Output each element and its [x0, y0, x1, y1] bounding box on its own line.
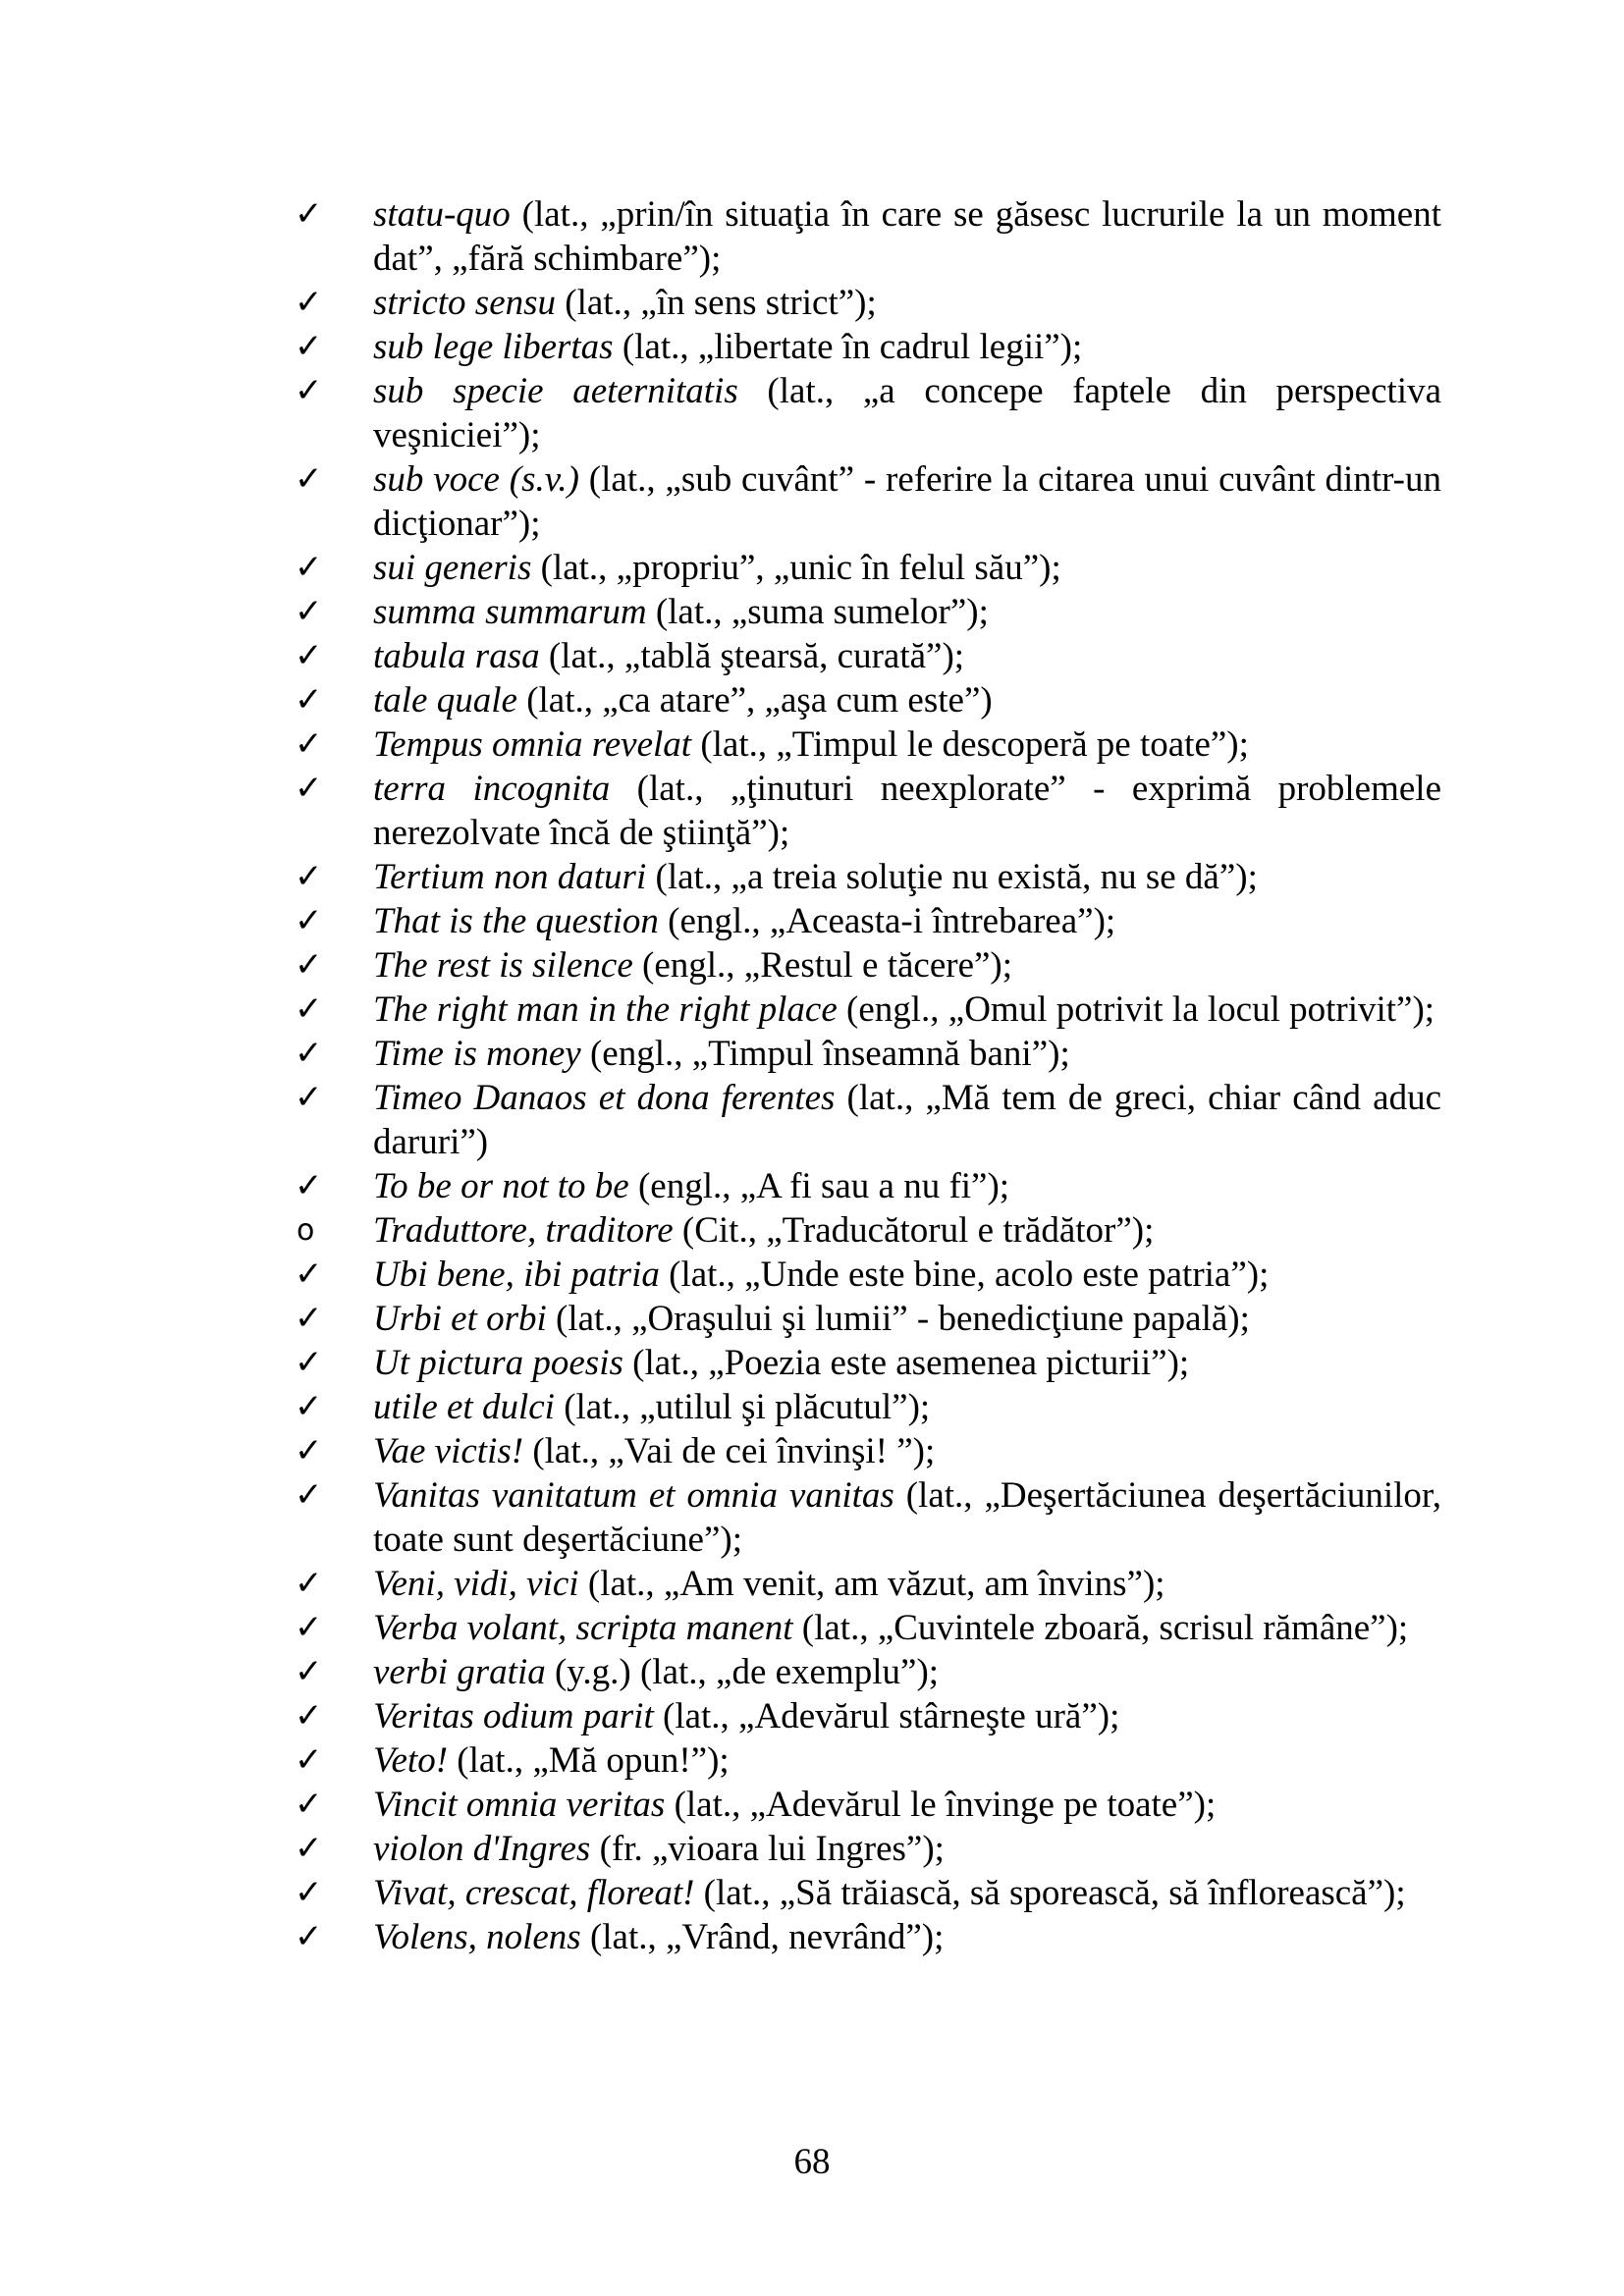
expression-translation: (engl., „Restul e tăcere”); — [632, 945, 1013, 986]
list-item — [295, 1208, 1441, 1253]
list-item — [295, 546, 1441, 590]
list-item — [295, 943, 1441, 988]
expression-translation: (lat., „Adevărul le învinge pe toate”); — [665, 1785, 1217, 1825]
checkmark-icon: ✓ — [295, 857, 323, 896]
checkmark-icon: ✓ — [295, 1343, 323, 1382]
page-number: 68 — [793, 2142, 831, 2182]
circle-bullet-icon: o — [297, 1213, 315, 1248]
checkmark-icon: ✓ — [295, 1166, 323, 1205]
list-item — [295, 192, 1441, 281]
expression-translation: (lat., „Poezia este asemenea picturii”); — [623, 1343, 1190, 1383]
list-item — [295, 1694, 1441, 1738]
list-item — [295, 281, 1441, 325]
expression-translation: (lat., „Oraşului şi lumii” - benedicţiune papală); — [546, 1299, 1250, 1339]
expression-translation: (lat., „sub cuvânt” - referire la citarea unui cuvânt dintr-un dicţionar”); — [373, 459, 1441, 544]
list-item — [295, 369, 1441, 457]
list-item — [295, 899, 1441, 943]
expression-term: summa summarum — [373, 592, 647, 632]
checkmark-icon: ✓ — [295, 901, 323, 940]
expression-translation: (engl., „Omul potrivit la locul potrivit”); — [837, 989, 1435, 1030]
checkmark-icon: ✓ — [295, 1696, 323, 1735]
expression-translation: (lat., „Mă opun!”); — [448, 1740, 730, 1781]
list-item — [295, 325, 1441, 369]
expression-term: Vivat, crescat, floreat! — [373, 1873, 695, 1913]
checkmark-icon: ✓ — [295, 945, 323, 985]
expression-term: Urbi et orbi — [373, 1299, 547, 1339]
checkmark-icon: ✓ — [295, 724, 323, 764]
expression-translation: (lat., „libertate în cadrul legii”); — [613, 327, 1083, 367]
checkmark-icon: ✓ — [295, 1917, 323, 1956]
list-item — [295, 1738, 1441, 1783]
expression-term: stricto sensu — [373, 283, 557, 323]
expression-translation: (engl., „A fi sau a nu fi”); — [628, 1166, 1010, 1206]
expression-translation: (Cit., „Traducătorul e trădător”); — [673, 1210, 1155, 1251]
checkmark-icon: ✓ — [295, 1564, 323, 1603]
expression-term: The right man in the right place — [373, 989, 838, 1030]
expression-translation: (lat., „Am venit, am văzut, am învins”); — [578, 1564, 1165, 1604]
expression-translation: (lat., „suma sumelor”); — [646, 592, 989, 632]
checkmark-icon: ✓ — [295, 1652, 323, 1691]
expression-translation: (lat., „a concepe faptele din perspectiva veşniciei”); — [373, 371, 1441, 455]
list-item — [295, 1650, 1441, 1694]
list-item — [295, 722, 1441, 767]
expression-translation: (lat., „în sens strict”); — [556, 283, 877, 323]
expression-translation: (engl., „Timpul înseamnă bani”); — [580, 1034, 1070, 1074]
expression-translation: (lat., „propriu”, „unic în felul său”); — [531, 548, 1061, 588]
checkmark-icon: ✓ — [295, 459, 323, 499]
expression-translation: (lat., „a treia soluţie nu există, nu se dă”); — [646, 857, 1258, 897]
list-item — [295, 1032, 1441, 1076]
checkmark-icon: ✓ — [295, 1829, 323, 1868]
expression-translation: (lat., „Să trăiască, să sporească, să înflorească”); — [694, 1873, 1406, 1913]
list-item — [295, 767, 1441, 855]
list-item — [295, 1341, 1441, 1385]
expression-term: The rest is silence — [373, 945, 633, 986]
expression-translation: (lat., „Timpul le descoperă pe toate”); — [691, 724, 1249, 765]
expression-translation: (engl., „Aceasta-i întrebarea”); — [658, 901, 1116, 941]
expression-term: statu-quo — [373, 194, 511, 235]
expression-translation: (lat., „ca atare”, „aşa cum este”) — [516, 680, 993, 721]
checkmark-icon: ✓ — [295, 1034, 323, 1073]
checkmark-icon: ✓ — [295, 194, 323, 234]
list-item — [295, 1871, 1441, 1915]
expression-term: That is the question — [373, 901, 659, 941]
list-item — [295, 1429, 1441, 1473]
expression-translation: (lat., „Vai de cei învinşi! ”); — [523, 1431, 936, 1471]
checkmark-icon: ✓ — [295, 1299, 323, 1338]
expression-term: Tempus omnia revelat — [373, 724, 692, 765]
list-item — [295, 1385, 1441, 1429]
list-item — [295, 988, 1441, 1032]
checkmark-icon: ✓ — [295, 327, 323, 366]
expression-term: sub specie aeternitatis — [373, 371, 738, 411]
list-item — [295, 1606, 1441, 1650]
list-item — [295, 1297, 1441, 1341]
expression-translation: (lat., „Deşertăciunea deşertăciunilor, toate sunt deşertăciune”); — [373, 1475, 1441, 1560]
list-item — [295, 634, 1441, 678]
expression-translation: (lat., „tablă ştearsă, curată”); — [539, 636, 965, 676]
list-item — [295, 1253, 1441, 1297]
checkmark-icon: ✓ — [295, 1740, 323, 1780]
checkmark-icon: ✓ — [295, 1431, 323, 1470]
checkmark-icon: ✓ — [295, 1387, 323, 1426]
expression-term: violon d'Ingres — [373, 1829, 591, 1869]
expression-term: Vanitas vanitatum et omnia vanitas — [373, 1475, 894, 1516]
list-item — [295, 457, 1441, 546]
checkmark-icon: ✓ — [295, 1608, 323, 1647]
checkmark-icon: ✓ — [295, 989, 323, 1029]
expression-term: Veni, vidi, vici — [373, 1564, 579, 1604]
list-item — [295, 590, 1441, 634]
list-item — [295, 1076, 1441, 1164]
list-item — [295, 1473, 1441, 1562]
expression-translation: (lat., „ţinuturi neexplorate” - exprimă problemele nerezolvate încă de ştiinţă”); — [373, 769, 1442, 853]
expression-translation: (lat., „Mă tem de greci, chiar când aduc daruri”) — [373, 1078, 1441, 1162]
checkmark-icon: ✓ — [295, 636, 323, 675]
checkmark-icon: ✓ — [295, 1255, 323, 1294]
checkmark-icon: ✓ — [295, 1873, 323, 1912]
expression-term: Veritas odium parit — [373, 1696, 654, 1736]
expression-term: Volens, nolens — [373, 1917, 581, 1957]
list-item — [295, 855, 1441, 899]
expression-term: terra incognita — [373, 769, 611, 809]
list-item — [295, 678, 1441, 722]
expression-term: Vincit omnia veritas — [373, 1785, 666, 1825]
list-item — [295, 1915, 1441, 1959]
expression-term: Traduttore, traditore — [373, 1210, 674, 1251]
expression-term: Ubi bene, ibi patria — [373, 1255, 660, 1295]
checkmark-icon: ✓ — [295, 371, 323, 410]
checkmark-icon: ✓ — [295, 548, 323, 587]
checkmark-icon: ✓ — [295, 680, 323, 720]
expression-term: utile et dulci — [373, 1387, 555, 1427]
checkmark-icon: ✓ — [295, 592, 323, 631]
expression-list — [295, 192, 1441, 1959]
expression-term: Time is money — [373, 1034, 581, 1074]
expression-term: sub lege libertas — [373, 327, 614, 367]
checkmark-icon: ✓ — [295, 769, 323, 808]
expression-term: tale quale — [373, 680, 517, 721]
expression-term: Tertium non daturi — [373, 857, 647, 897]
checkmark-icon: ✓ — [295, 1785, 323, 1824]
expression-term: Veto! — [373, 1740, 449, 1781]
expression-term: Timeo Danaos et dona ferentes — [373, 1078, 836, 1118]
expression-term: To be or not to be — [373, 1166, 629, 1206]
expression-translation: (lat., „Adevărul stârneşte ură”); — [653, 1696, 1120, 1736]
expression-translation: (lat., „Vrând, nevrând”); — [580, 1917, 945, 1957]
expression-term: sui generis — [373, 548, 532, 588]
checkmark-icon: ✓ — [295, 1078, 323, 1117]
expression-term: sub voce (s.v.) — [373, 459, 579, 500]
list-item — [295, 1827, 1441, 1871]
checkmark-icon: ✓ — [295, 1475, 323, 1515]
expression-term: Vae victis! — [373, 1431, 524, 1471]
list-item — [295, 1164, 1441, 1208]
list-item — [295, 1783, 1441, 1827]
list-item — [295, 1562, 1441, 1606]
checkmark-icon: ✓ — [295, 283, 323, 322]
expression-translation: (fr. „vioara lui Ingres”); — [590, 1829, 945, 1869]
expression-term: verbi gratia — [373, 1652, 546, 1692]
expression-term: Ut pictura poesis — [373, 1343, 623, 1383]
expression-translation: (lat., „Unde este bine, acolo este patria”); — [659, 1255, 1270, 1295]
expression-translation: (lat., „utilul şi plăcutul”); — [554, 1387, 931, 1427]
expression-translation: (lat., „prin/în situaţia în care se găsesc lucrurile la un moment dat”, „fără schimbare”); — [373, 194, 1441, 279]
expression-translation: (lat., „Cuvintele zboară, scrisul rămâne”); — [792, 1608, 1409, 1648]
expression-term: tabula rasa — [373, 636, 540, 676]
expression-translation: (y.g.) (lat., „de exemplu”); — [545, 1652, 940, 1692]
expression-term: Verba volant, scripta manent — [373, 1608, 793, 1648]
